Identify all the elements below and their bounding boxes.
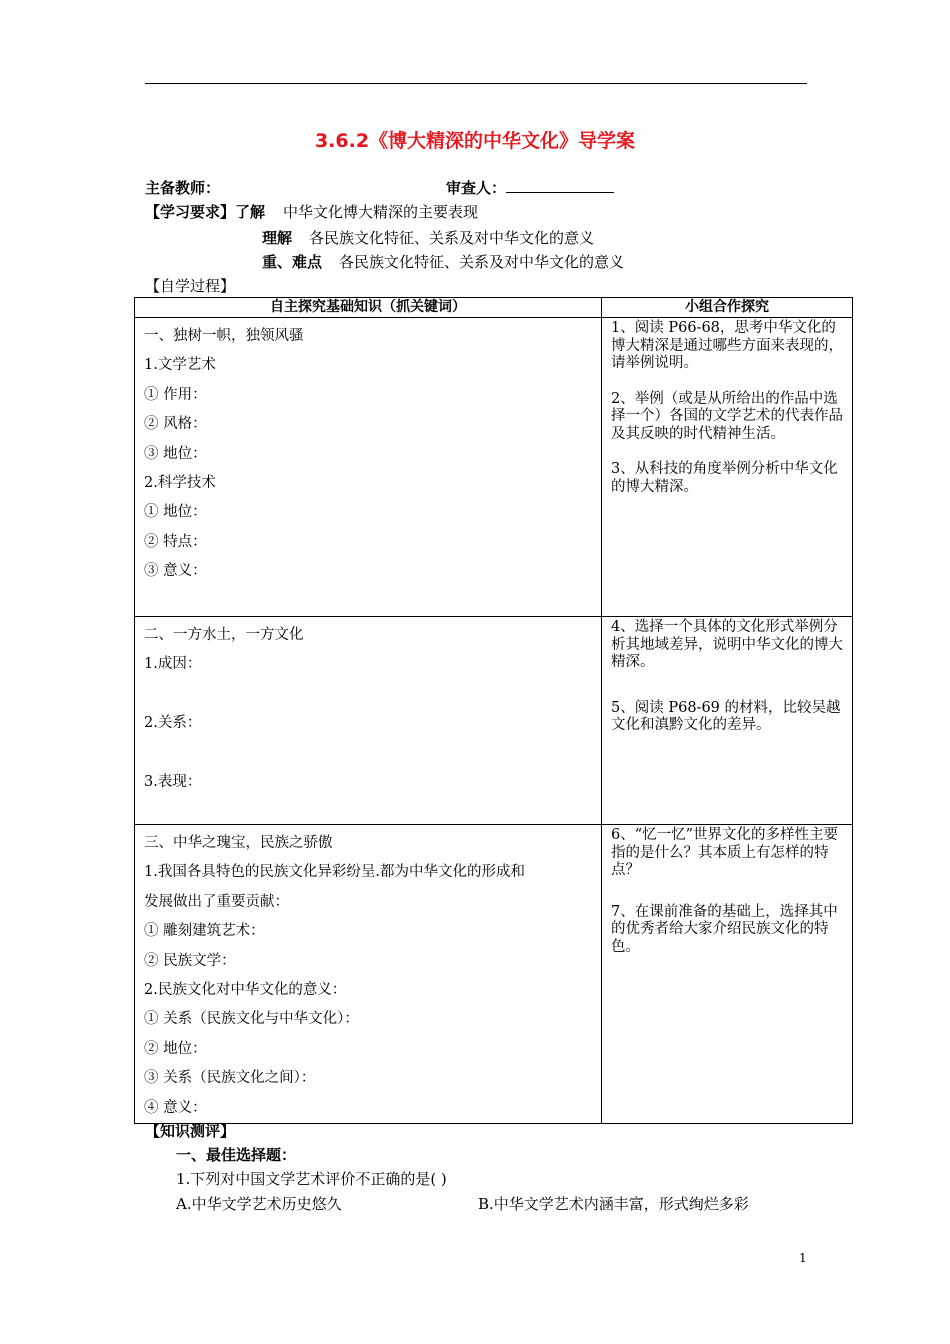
- row1-left-cell: [135, 318, 602, 617]
- section-heading: 三、中华之瑰宝，民族之骄傲: [144, 835, 333, 851]
- list-item: 2.民族文化对中华文化的意义：: [144, 982, 347, 999]
- reviewer-label: 审查人：: [446, 179, 507, 197]
- key-label: 重、难点: [262, 253, 323, 271]
- column-header-right: 小组合作探究: [602, 298, 853, 318]
- requirement-key: [262, 251, 624, 272]
- list-item: 3.表现：: [144, 774, 202, 790]
- comprehend-text: 各民族文化特征、关系及对中华文化的意义: [309, 229, 595, 247]
- list-item: ③ 意义：: [144, 563, 207, 580]
- discussion-question: 7、在课前准备的基础上，选择其中的优秀者给大家介绍民族文化的特色。: [611, 903, 838, 955]
- list-item: 2.科学技术: [144, 475, 216, 492]
- document-title: 3.6.2《博大精深的中华文化》导学案: [314, 130, 636, 152]
- list-item: ② 民族文学：: [144, 952, 236, 969]
- discussion-question: 5、阅读 P68-69 的材料，比较吴越文化和滇黔文化的差异。: [611, 699, 841, 733]
- reviewer-blank: [506, 179, 614, 193]
- header-rule: [145, 83, 807, 84]
- list-item: 1.成因：: [144, 656, 202, 673]
- list-item: 发展做出了重要贡献：: [144, 893, 289, 910]
- list-item: ① 作用：: [144, 386, 207, 403]
- row2-right-cell: [602, 617, 853, 825]
- test-section: 一、最佳选择题：: [176, 1146, 297, 1164]
- self-study-heading: 【自学过程】: [145, 277, 236, 295]
- requirements-heading: 【学习要求】: [145, 203, 236, 221]
- list-item: ② 地位：: [144, 1040, 207, 1057]
- list-item: 1.我国各具特色的民族文化异彩纷呈.都为中华文化的形成和: [144, 864, 525, 881]
- discussion-question: 3、从科技的角度举例分析中华文化的博大精深。: [611, 461, 838, 495]
- table-row: [135, 318, 853, 617]
- list-item: ③ 地位：: [144, 445, 207, 462]
- list-item: ③ 关系（民族文化之间）：: [144, 1070, 316, 1087]
- table-header-row: [135, 298, 853, 318]
- test-heading: 【知识测评】: [145, 1122, 236, 1140]
- row2-left-cell: [135, 617, 602, 825]
- question-1-option-b: B.中华文学艺术内涵丰富，形式绚烂多彩: [478, 1195, 749, 1213]
- list-item: ① 关系（民族文化与中华文化）：: [144, 1011, 359, 1028]
- row3-right-cell: [602, 825, 853, 1124]
- page-number: 1: [799, 1251, 807, 1265]
- requirement-comprehend: [262, 227, 594, 248]
- section-heading: 二、一方水土，一方文化: [144, 627, 304, 643]
- discussion-question: 4、选择一个具体的文化形式举例分析其地域差异，说明中华文化的博大精深。: [611, 619, 843, 670]
- table-row: [135, 617, 853, 825]
- self-study-table: [134, 297, 853, 1124]
- section-heading: 一、独树一帜，独领风骚: [144, 328, 304, 344]
- discussion-question: 6、“忆一忆”世界文化的多样性主要指的是什么？其本质上有怎样的特点？: [611, 827, 839, 878]
- column-header-left: 自主探究基础知识（抓关键词）: [135, 298, 602, 318]
- comprehend-label: 理解: [262, 229, 293, 247]
- understand-label: 了解: [235, 203, 266, 221]
- row1-right-cell: [602, 318, 853, 617]
- list-item: ② 风格：: [144, 416, 207, 433]
- discussion-question: 1、阅读 P66-68，思考中华文化的博大精深是通过哪些方面来表现的，请举例说明。: [611, 320, 843, 371]
- row3-left-cell: [135, 825, 602, 1124]
- understand-text: 中华文化博大精深的主要表现: [283, 203, 479, 221]
- question-1-option-a: A.中华文学艺术历史悠久: [176, 1195, 342, 1213]
- list-item: 2.关系：: [144, 715, 202, 732]
- requirement-understand: [145, 201, 478, 222]
- list-item: ② 特点：: [144, 533, 207, 550]
- list-item: 1.文学艺术: [144, 357, 216, 374]
- question-1: 1.下列对中国文学艺术评价不正确的是( ): [176, 1170, 447, 1188]
- discussion-question: 2、举例（或是从所给出的作品中选择一个）各国的文学艺术的代表作品及其反映的时代精神生活。: [611, 390, 843, 442]
- list-item: ④ 意义：: [144, 1099, 207, 1116]
- reviewer-field: [446, 177, 614, 198]
- list-item: ① 雕刻建筑艺术：: [144, 923, 265, 940]
- key-text: 各民族文化特征、关系及对中华文化的意义: [339, 253, 625, 271]
- table-row: [135, 825, 853, 1124]
- teacher-label: 主备教师：: [145, 179, 221, 197]
- list-item: ① 地位：: [144, 504, 207, 521]
